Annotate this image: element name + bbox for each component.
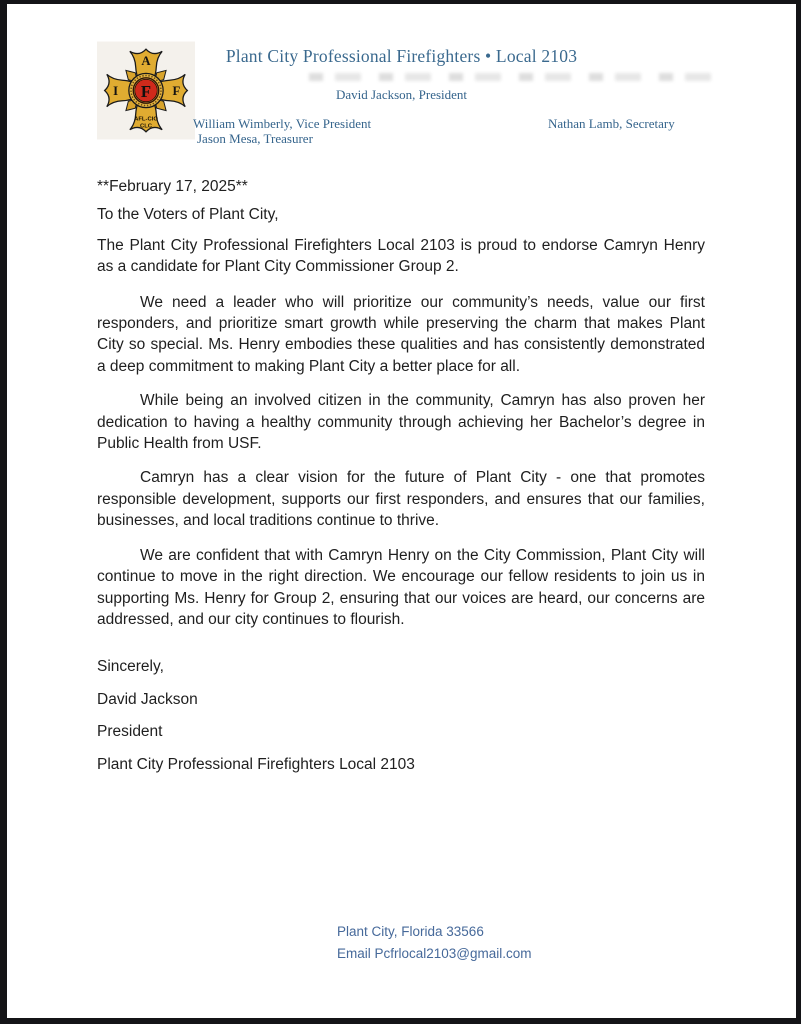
- signature-name: David Jackson: [97, 690, 198, 708]
- letter-page: [7, 4, 796, 1018]
- erased-text-artifact: [309, 73, 721, 81]
- officer-president: David Jackson, President: [335, 87, 468, 102]
- paragraph-endorsement: The Plant City Professional Firefighters Local 2103 is proud to endorse Camryn Henry as a candidate for Plant City Commissioner Group 2.: [97, 236, 705, 276]
- signature-title: President: [97, 723, 163, 741]
- footer-email: Email Pcfrlocal2103@gmail.com: [337, 946, 532, 961]
- paragraph-leadership: We need a leader who will prioritize our community’s needs, value our first responders, and prioritize smart growth while preserving the charm that makes Plant City so special. Ms. Henry embodies these qualities and has consistently demonstrated a deep commitment to making Plant City a better place for all.: [97, 293, 705, 375]
- logo-banner-aflcio: AFL-CIO: [134, 116, 158, 123]
- letterhead-title: Plant City Professional Firefighters • Local 2103: [225, 46, 578, 66]
- logo-letter-a: A: [141, 54, 151, 69]
- footer-address: Plant City, Florida 33566: [337, 924, 484, 939]
- logo-letter-f-center: F: [140, 81, 152, 101]
- letter-footer: [337, 921, 532, 965]
- date-line: **February 17, 2025**: [97, 178, 248, 195]
- letter-body: [97, 176, 705, 786]
- logo-letter-i: I: [113, 83, 119, 98]
- signature-org: Plant City Professional Firefighters Local 2103: [97, 755, 415, 773]
- officer-secretary: Nathan Lamb, Secretary: [548, 116, 675, 131]
- closing: Sincerely,: [97, 658, 164, 676]
- paragraph-vision: Camryn has a clear vision for the future of Plant City - one that promotes responsible development, supports our first responders, and ensures that our families, businesses, and local traditions continue to thrive.: [97, 469, 705, 530]
- paragraph-community: While being an involved citizen in the community, Camryn has also proven her dedication to having a healthy community through achieving her Bachelor’s degree in Public Health from USF.: [97, 392, 705, 453]
- salutation: To the Voters of Plant City,: [97, 206, 279, 224]
- paragraph-confidence: We are confident that with Camryn Henry on the City Commission, Plant City will continue to move in the right direction. We encourage our fellow residents to join us in supporting Ms. Henry for Group 2, ensuring that our voices are heard, our concerns are addressed, and our city continues to flourish.: [97, 546, 705, 628]
- officer-vice-president: William Wimberly, Vice President: [193, 116, 372, 131]
- logo-banner-clc: CLC: [139, 123, 153, 130]
- logo-letter-f-right: F: [172, 83, 181, 98]
- officer-treasurer: Jason Mesa, Treasurer: [197, 131, 313, 146]
